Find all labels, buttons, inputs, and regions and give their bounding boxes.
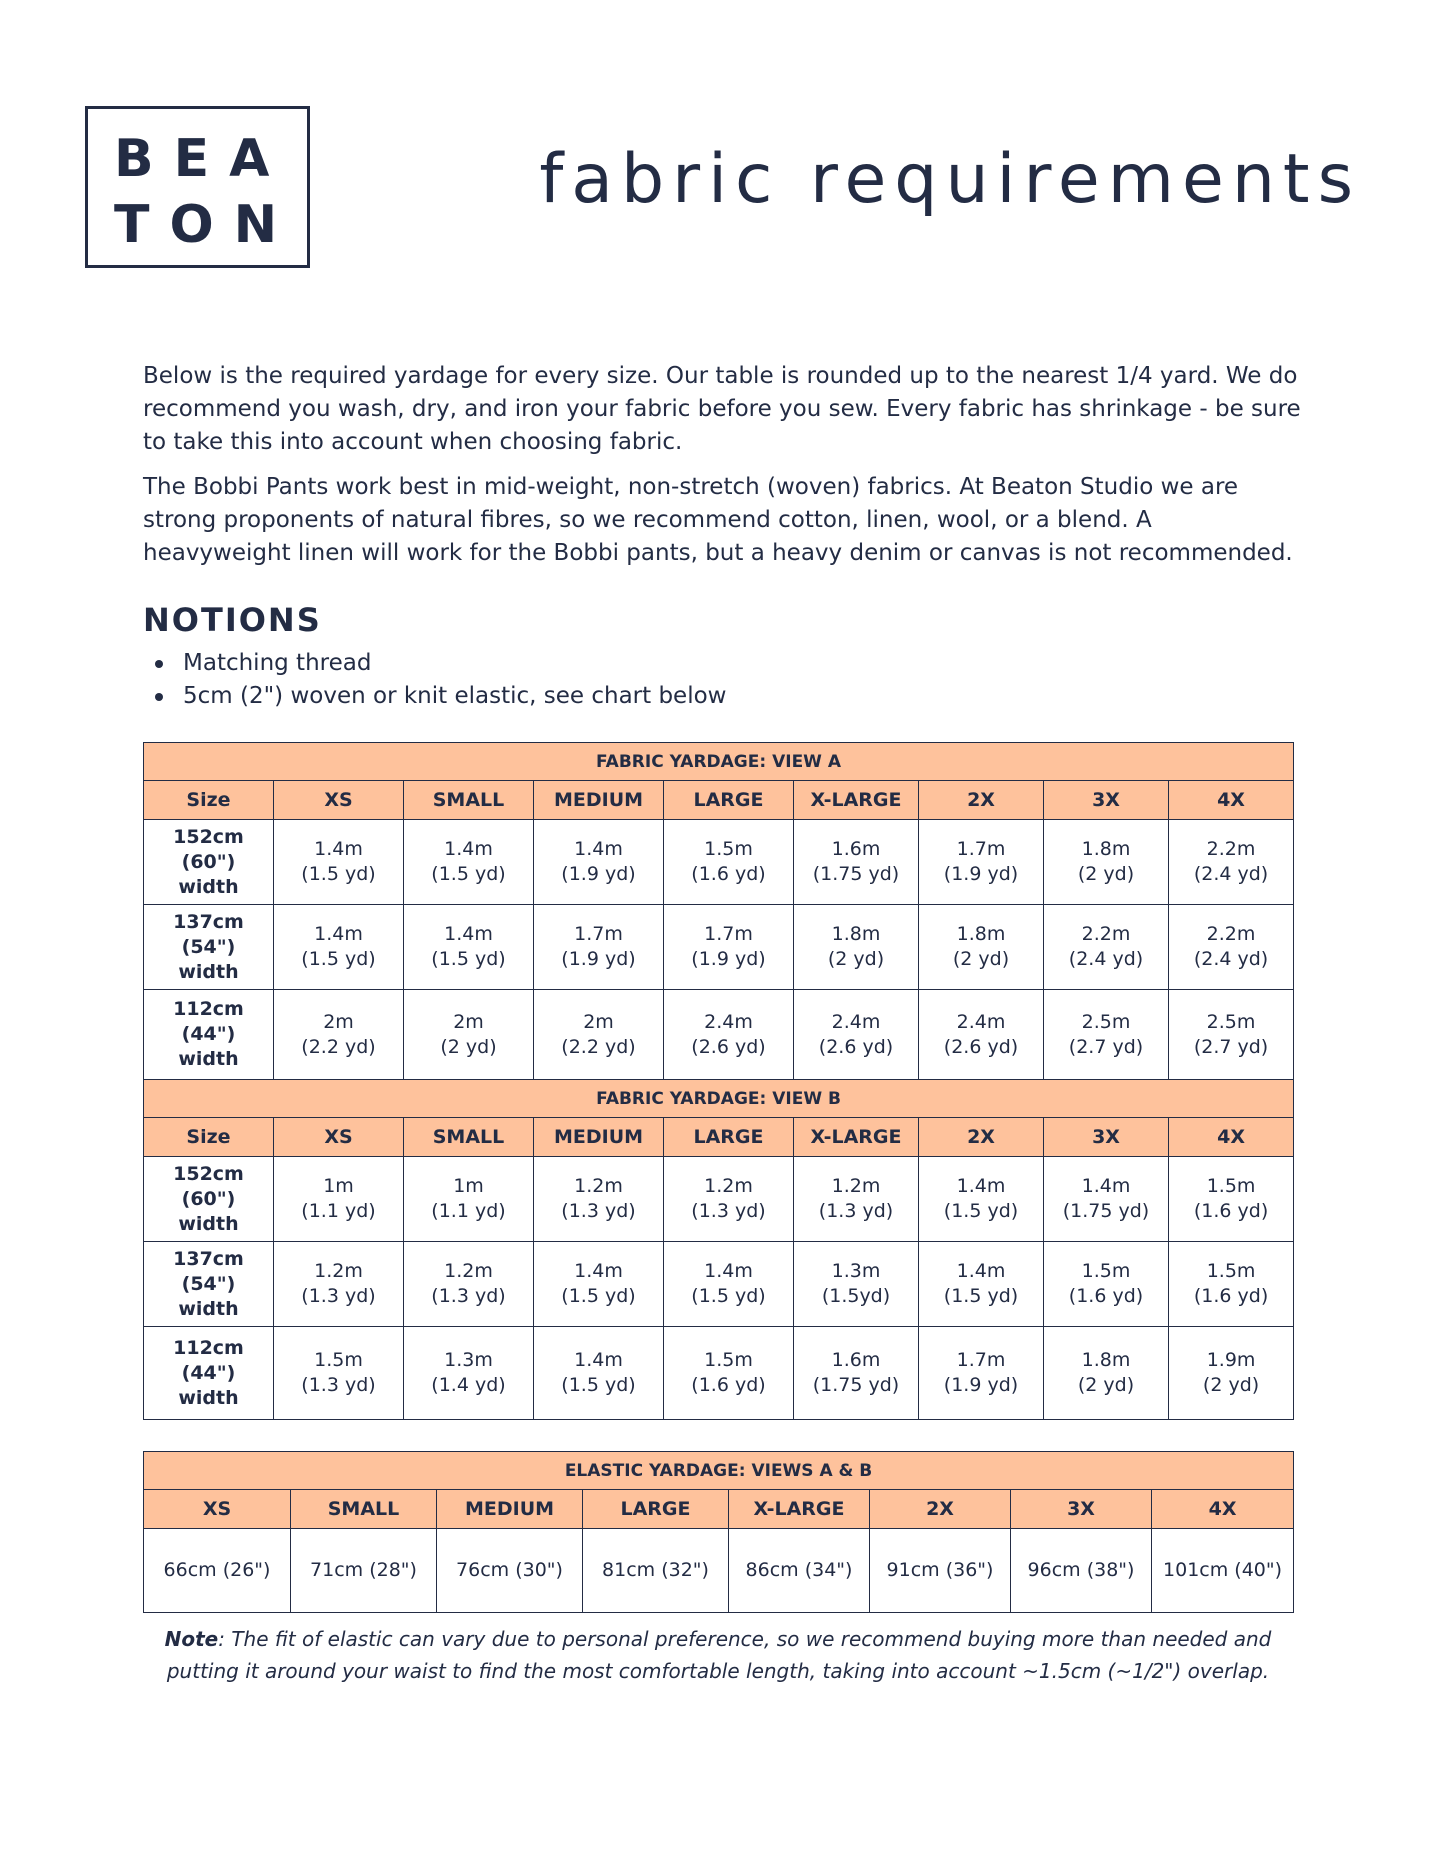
yardage-yards: (1.9 yd) — [561, 948, 636, 970]
yardage-meters: 1.7m — [956, 1349, 1006, 1371]
fabric-width-cell — [144, 820, 274, 905]
yardage-cell — [919, 1242, 1044, 1327]
elastic-length-cell: 96cm (38") — [1011, 1529, 1152, 1613]
yardage-yards: (1.75 yd) — [1062, 1200, 1150, 1222]
yardage-cell — [664, 1157, 794, 1242]
yardage-cell — [404, 1327, 534, 1420]
yardage-cell — [794, 1242, 919, 1327]
size-header-cell: X-LARGE — [794, 781, 919, 820]
yardage-yards: (1.5 yd) — [301, 863, 376, 885]
size-header-cell: XS — [274, 781, 404, 820]
table-row — [144, 1529, 1294, 1613]
yardage-yards: (2 yd) — [1077, 1374, 1135, 1396]
size-header-cell: 4X — [1169, 1118, 1294, 1157]
yardage-yards: (1.3 yd) — [691, 1200, 766, 1222]
yardage-yards: (1.5 yd) — [561, 1374, 636, 1396]
yardage-yards: (1.5 yd) — [691, 1285, 766, 1307]
yardage-cell — [404, 1242, 534, 1327]
yardage-yards: (1.5yd) — [821, 1285, 891, 1307]
size-header-cell: 2X — [870, 1490, 1011, 1529]
yardage-meters: 2.4m — [831, 1010, 881, 1033]
yardage-yards: (2 yd) — [952, 948, 1010, 970]
note-label: Note — [164, 1627, 219, 1651]
yardage-cell — [794, 1157, 919, 1242]
size-header-cell: X-LARGE — [729, 1490, 870, 1529]
yardage-meters: 1.7m — [574, 923, 623, 945]
size-header-cell: 4X — [1152, 1490, 1294, 1529]
fabric-width-label: 152cm (60") — [173, 1162, 244, 1210]
yardage-cell — [534, 1157, 664, 1242]
yardage-cell — [1169, 1157, 1294, 1242]
notions-heading: NOTIONS — [143, 601, 322, 639]
yardage-meters: 1.5m — [1081, 1260, 1131, 1282]
elastic-yardage-table — [143, 1451, 1294, 1613]
table-title: ELASTIC YARDAGE: VIEWS A & B — [144, 1452, 1294, 1490]
yardage-yards: (2.6 yd) — [818, 1035, 894, 1058]
yardage-yards: (2.4 yd) — [1193, 863, 1269, 885]
yardage-yards: (1.75 yd) — [812, 1374, 900, 1396]
size-header-cell: Size — [144, 1118, 274, 1157]
logo-line-2: TON — [114, 195, 298, 255]
yardage-meters: 1m — [453, 1175, 484, 1197]
yardage-meters: 2m — [323, 1010, 354, 1033]
yardage-yards: (1.5 yd) — [301, 948, 376, 970]
yardage-meters: 1.8m — [1081, 838, 1131, 860]
yardage-cell — [1044, 1157, 1169, 1242]
yardage-cell — [919, 905, 1044, 990]
yardage-yards: (1.6 yd) — [691, 863, 766, 885]
yardage-meters: 2.5m — [1206, 1010, 1256, 1033]
yardage-yards: (1.9 yd) — [943, 1374, 1019, 1396]
yardage-meters: 1.5m — [704, 1349, 753, 1371]
yardage-meters: 1.8m — [956, 923, 1006, 945]
yardage-meters: 1.2m — [314, 1260, 363, 1282]
yardage-meters: 1.4m — [574, 1349, 623, 1371]
yardage-cell — [919, 820, 1044, 905]
yardage-meters: 2.2m — [1206, 923, 1256, 945]
yardage-yards: (1.1 yd) — [301, 1200, 376, 1222]
size-header-cell: LARGE — [664, 781, 794, 820]
yardage-meters: 1.4m — [444, 838, 493, 860]
size-header-cell: 4X — [1169, 781, 1294, 820]
yardage-meters: 1.2m — [704, 1175, 753, 1197]
size-header-cell: XS — [274, 1118, 404, 1157]
yardage-yards: (2.7 yd) — [1068, 1035, 1144, 1058]
size-header-cell: Size — [144, 781, 274, 820]
yardage-meters: 1.8m — [1081, 1349, 1131, 1371]
yardage-meters: 1.4m — [314, 838, 363, 860]
yardage-cell — [664, 905, 794, 990]
yardage-cell — [1044, 905, 1169, 990]
table-row — [144, 1327, 1294, 1420]
size-header-cell: 3X — [1011, 1490, 1152, 1529]
note-text: : The fit of elastic can vary due to personal preference, so we recommend buying more than needed and putting it around your waist to find the most comfortable length, taking into account ~1.5cm (~1/2") overlap. — [166, 1627, 1272, 1683]
fabric-width-suffix: width — [178, 1048, 239, 1070]
fabric-width-suffix: width — [178, 875, 239, 898]
yardage-cell — [274, 820, 404, 905]
yardage-meters: 1.4m — [574, 838, 623, 860]
yardage-yards: (1.6 yd) — [691, 1374, 766, 1396]
fabric-width-cell — [144, 990, 274, 1080]
yardage-yards: (1.9 yd) — [561, 863, 636, 885]
fabric-width-cell — [144, 1242, 274, 1327]
elastic-note — [143, 1623, 1293, 1687]
yardage-meters: 1.6m — [831, 838, 881, 860]
yardage-meters: 1.9m — [1206, 1349, 1256, 1371]
elastic-length-cell: 66cm (26") — [144, 1529, 291, 1613]
yardage-yards: (2.2 yd) — [301, 1035, 376, 1058]
table-row — [144, 905, 1294, 990]
yardage-cell — [919, 1157, 1044, 1242]
yardage-meters: 1.5m — [704, 838, 753, 860]
yardage-yards: (2.7 yd) — [1193, 1035, 1269, 1058]
yardage-cell — [1169, 1327, 1294, 1420]
fabric-width-label: 152cm (60") — [173, 825, 244, 873]
yardage-meters: 1.5m — [1206, 1175, 1256, 1197]
yardage-cell — [1044, 990, 1169, 1080]
intro-section — [143, 360, 1303, 582]
yardage-meters: 1.6m — [831, 1349, 881, 1371]
yardage-yards: (2.6 yd) — [691, 1035, 766, 1058]
yardage-yards: (1.9 yd) — [691, 948, 766, 970]
yardage-meters: 2m — [453, 1010, 484, 1033]
yardage-meters: 2.5m — [1081, 1010, 1131, 1033]
table-title-row — [144, 1080, 1294, 1118]
table-row — [144, 820, 1294, 905]
intro-paragraph-2: The Bobbi Pants work best in mid-weight, non-stretch (woven) fabrics. At Beaton Studio we are strong proponents of natural fibres, so we recommend cotton, linen, wool, or a blend. A heavyweight linen will work for the Bobbi pants, but a heavy denim or canvas is not recommended. — [143, 474, 1293, 566]
yardage-yards: (2 yd) — [440, 1035, 497, 1058]
size-header-cell: 2X — [919, 1118, 1044, 1157]
logo-line-1: BEA — [114, 129, 290, 189]
yardage-meters: 1.2m — [444, 1260, 493, 1282]
yardage-yards: (2.4 yd) — [1193, 948, 1269, 970]
yardage-meters: 1.4m — [704, 1260, 753, 1282]
fabric-width-suffix: width — [178, 1297, 239, 1320]
table-title: FABRIC YARDAGE: VIEW B — [144, 1080, 1294, 1118]
yardage-meters: 2.2m — [1081, 923, 1131, 945]
yardage-yards: (1.5 yd) — [561, 1285, 636, 1307]
yardage-cell — [404, 990, 534, 1080]
yardage-cell — [1169, 905, 1294, 990]
yardage-cell — [1044, 1327, 1169, 1420]
yardage-cell — [1169, 820, 1294, 905]
yardage-yards: (1.75 yd) — [812, 863, 900, 885]
size-header-cell: SMALL — [291, 1490, 437, 1529]
yardage-meters: 1.4m — [574, 1260, 623, 1282]
yardage-yards: (1.3 yd) — [818, 1200, 894, 1222]
yardage-cell — [534, 1327, 664, 1420]
fabric-width-label: 137cm (54") — [173, 910, 244, 958]
size-header-cell: 3X — [1044, 1118, 1169, 1157]
fabric-width-cell — [144, 1327, 274, 1420]
yardage-meters: 1.7m — [704, 923, 753, 945]
yardage-yards: (1.3 yd) — [301, 1374, 376, 1396]
size-header-cell: SMALL — [404, 1118, 534, 1157]
notions-list — [143, 647, 726, 713]
size-header-cell: XS — [144, 1490, 291, 1529]
fabric-yardage-view-a-table — [143, 742, 1294, 1080]
table-title-row — [144, 1452, 1294, 1490]
size-header-cell: MEDIUM — [534, 781, 664, 820]
elastic-length-cell: 101cm (40") — [1152, 1529, 1294, 1613]
table-title-row — [144, 743, 1294, 781]
yardage-meters: 1.2m — [574, 1175, 623, 1197]
size-header-cell: LARGE — [583, 1490, 729, 1529]
yardage-cell — [404, 905, 534, 990]
yardage-meters: 1.3m — [831, 1260, 881, 1282]
yardage-cell — [1169, 990, 1294, 1080]
fabric-width-label: 137cm (54") — [173, 1247, 244, 1295]
size-header-cell: MEDIUM — [437, 1490, 583, 1529]
table-row — [144, 990, 1294, 1080]
size-header-cell: 2X — [919, 781, 1044, 820]
yardage-meters: 1.8m — [831, 923, 881, 945]
yardage-cell — [664, 990, 794, 1080]
yardage-cell — [794, 1327, 919, 1420]
yardage-cell — [664, 1242, 794, 1327]
fabric-width-cell — [144, 905, 274, 990]
yardage-meters: 1.4m — [314, 923, 363, 945]
yardage-meters: 1.2m — [831, 1175, 881, 1197]
elastic-length-cell: 71cm (28") — [291, 1529, 437, 1613]
yardage-cell — [274, 990, 404, 1080]
fabric-width-suffix: width — [178, 1386, 239, 1409]
size-header-cell: LARGE — [664, 1118, 794, 1157]
yardage-yards: (1.6 yd) — [1068, 1285, 1144, 1307]
table-title: FABRIC YARDAGE: VIEW A — [144, 743, 1294, 781]
fabric-width-suffix: width — [178, 960, 239, 983]
fabric-width-suffix: width — [178, 1212, 239, 1235]
yardage-yards: (1.4 yd) — [431, 1374, 506, 1396]
yardage-yards: (1.6 yd) — [1193, 1200, 1269, 1222]
size-header-cell: X-LARGE — [794, 1118, 919, 1157]
table-row — [144, 1242, 1294, 1327]
elastic-length-cell: 91cm (36") — [870, 1529, 1011, 1613]
yardage-cell — [794, 990, 919, 1080]
yardage-yards: (2 yd) — [1202, 1374, 1260, 1396]
yardage-cell — [1169, 1242, 1294, 1327]
yardage-yards: (1.5 yd) — [943, 1285, 1019, 1307]
yardage-yards: (1.6 yd) — [1193, 1285, 1269, 1307]
yardage-cell — [919, 1327, 1044, 1420]
yardage-meters: 1.3m — [444, 1349, 493, 1371]
yardage-yards: (2 yd) — [1077, 863, 1135, 885]
yardage-yards: (2.6 yd) — [943, 1035, 1019, 1058]
beaton-logo — [85, 106, 310, 268]
yardage-cell — [1044, 820, 1169, 905]
yardage-cell — [274, 1157, 404, 1242]
yardage-cell — [274, 905, 404, 990]
yardage-yards: (2.4 yd) — [1068, 948, 1144, 970]
size-header-row — [144, 781, 1294, 820]
yardage-yards: (1.5 yd) — [431, 948, 506, 970]
yardage-meters: 1.4m — [956, 1175, 1006, 1197]
yardage-yards: (1.9 yd) — [943, 863, 1019, 885]
yardage-meters: 1.4m — [1081, 1175, 1131, 1197]
fabric-width-label: 112cm (44") — [173, 998, 244, 1045]
yardage-yards: (1.3 yd) — [431, 1285, 506, 1307]
yardage-cell — [664, 820, 794, 905]
size-header-cell: MEDIUM — [534, 1118, 664, 1157]
yardage-yards: (2.2 yd) — [561, 1035, 636, 1058]
yardage-cell — [534, 1242, 664, 1327]
yardage-cell — [794, 820, 919, 905]
yardage-meters: 2.4m — [704, 1010, 753, 1033]
fabric-yardage-view-b-table — [143, 1079, 1294, 1420]
elastic-length-cell: 81cm (32") — [583, 1529, 729, 1613]
size-header-cell: 3X — [1044, 781, 1169, 820]
size-header-row — [144, 1118, 1294, 1157]
notions-item: Matching thread — [143, 647, 726, 680]
table-row — [144, 1157, 1294, 1242]
yardage-yards: (1.1 yd) — [431, 1200, 506, 1222]
yardage-cell — [534, 990, 664, 1080]
yardage-meters: 1.7m — [956, 838, 1006, 860]
yardage-cell — [1044, 1242, 1169, 1327]
fabric-width-label: 112cm (44") — [173, 1336, 244, 1384]
size-header-cell: SMALL — [404, 781, 534, 820]
yardage-yards: (1.5 yd) — [431, 863, 506, 885]
yardage-cell — [919, 990, 1044, 1080]
yardage-cell — [664, 1327, 794, 1420]
yardage-meters: 1.5m — [314, 1349, 363, 1371]
yardage-meters: 1m — [323, 1175, 354, 1197]
yardage-meters: 2m — [583, 1010, 614, 1033]
yardage-cell — [404, 1157, 534, 1242]
yardage-yards: (2 yd) — [827, 948, 885, 970]
yardage-yards: (1.3 yd) — [561, 1200, 636, 1222]
yardage-meters: 1.5m — [1206, 1260, 1256, 1282]
yardage-cell — [534, 905, 664, 990]
size-header-row — [144, 1490, 1294, 1529]
elastic-length-cell: 86cm (34") — [729, 1529, 870, 1613]
yardage-cell — [274, 1327, 404, 1420]
yardage-cell — [274, 1242, 404, 1327]
yardage-meters: 1.4m — [444, 923, 493, 945]
elastic-length-cell: 76cm (30") — [437, 1529, 583, 1613]
fabric-width-cell — [144, 1157, 274, 1242]
yardage-cell — [534, 820, 664, 905]
yardage-cell — [404, 820, 534, 905]
notions-item: 5cm (2") woven or knit elastic, see chart below — [143, 680, 726, 713]
yardage-yards: (1.5 yd) — [943, 1200, 1019, 1222]
yardage-meters: 2.4m — [956, 1010, 1006, 1033]
intro-paragraph-1: Below is the required yardage for every size. Our table is rounded up to the nearest 1/4 yard. We do recommend you wash, dry, and iron your fabric before you sew. Every fabric has shrinkage - be sure to take this into account when choosing fabric. — [143, 363, 1301, 455]
yardage-cell — [794, 905, 919, 990]
yardage-meters: 2.2m — [1206, 838, 1256, 860]
yardage-yards: (1.3 yd) — [301, 1285, 376, 1307]
page-title: fabric requirements — [539, 140, 1361, 219]
yardage-meters: 1.4m — [956, 1260, 1006, 1282]
